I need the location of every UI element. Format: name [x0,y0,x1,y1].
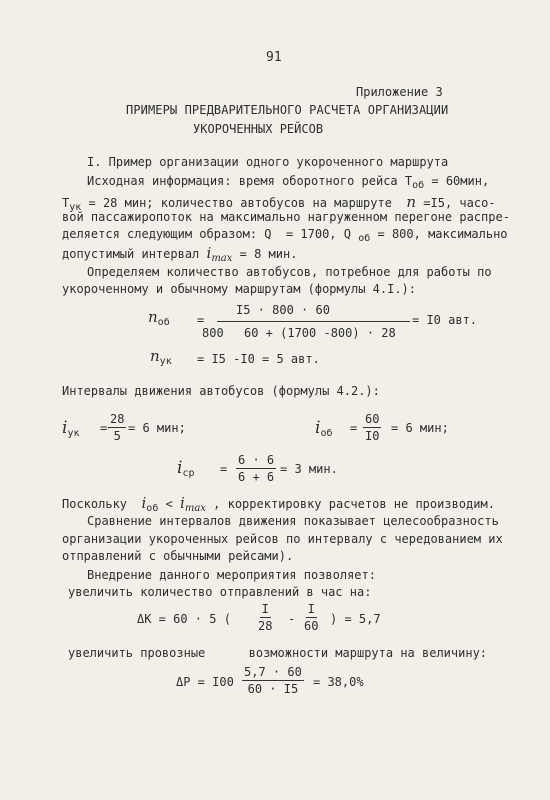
formula-i-cp-eq: = [220,462,228,476]
formula-dp-result: = 38,0% [313,675,364,689]
para-7-line: увеличить провозные возможности маршрута на величину: [68,646,488,660]
formula-i-ob-denominator: I0 [365,429,380,443]
formula-dk-fraction-1-numerator: I [261,602,269,616]
formula-i-ob-eq: = [350,421,358,435]
formula-dp-lhs: ΔP = I00 [176,675,234,689]
formula-n-ob-denominator-right: 60 + (1700 -800) · 28 [244,326,396,340]
formula-i-cp-denominator: 6 + 6 [238,470,275,484]
formula-i-uk-fraction [108,412,126,443]
para-2-line-2: укороченному и обычному маршрутам (формулы 4.I.): [62,282,417,296]
formula-i-uk-eq: = [100,421,108,435]
formula-n-ob-fraction-bar [217,321,410,322]
formula-i-cp-lhs: $i_{ср}$ [177,458,195,479]
formula-n-ob-numerator: I5 · 800 · 60 [236,303,330,317]
formula-dk-fraction-2-denominator: 60 [304,619,319,633]
input-info-line-2: $T_{ук} = 28$ мин; количество автобусов на маршруте n =I5, часо- [62,193,496,213]
formula-i-ob-fraction [363,412,381,443]
section-heading: I. Пример организации одного укороченного маршрута [87,155,449,169]
formula-i-ob-result: = 6 мин; [391,421,449,435]
formula-dk-fraction-1-denominator: 28 [258,619,273,633]
formula-dk-fraction-2 [304,602,318,633]
para-6-line-2: увеличить количество отправлений в час на: [68,585,372,599]
para-5-line-1: Сравнение интервалов движения показывает целесообразность [87,514,499,528]
formula-n-ob-result: = I0 авт. [412,313,478,327]
para-5-line-2: организации укороченных рейсов по интервалу с чередованием их [62,532,503,546]
para-5-line-3: отправлений с обычными рейсами). [62,549,294,563]
formula-i-uk-denominator: 5 [113,429,121,443]
formula-dp-fraction [242,665,304,696]
formula-dp-denominator: 60 · I5 [247,682,299,696]
input-info-line-5: допустимый интервал $i_{max} = 8$ мин. [62,244,298,264]
page-number: 91 [266,50,282,65]
input-info-line-4: деляется следующим образом: Q = 1700, Q $_{об}$ = 800, максимально [62,227,508,244]
formula-dk-lhs: ΔK = 60 · 5 ( [137,612,231,626]
formula-i-uk-result: = 6 мин; [128,421,186,435]
formula-n-uk-lhs: $n_{ук}$ [150,347,172,367]
formula-i-ob-lhs: $i_{об}$ [315,418,333,439]
title-line-2: УКОРОЧЕННЫХ РЕЙСОВ [193,122,324,136]
para-6-line-1: Внедрение данного мероприятия позволяет: [87,568,376,582]
formula-i-cp-result: = 3 мин. [280,462,338,476]
formula-n-ob-eq: = [197,313,205,327]
formula-dk-fraction-2-numerator: I [307,602,315,616]
comparison-line: Поскольку $i_{об} < i_{max}$ , корректировку расчетов не производим. [62,494,495,514]
formula-i-uk-lhs: $i_{ук}$ [62,418,80,439]
intervals-heading: Интервалы движения автобусов (формулы 4.2.): [62,384,380,398]
formula-n-uk-text: = I5 -I0 = 5 авт. [197,352,320,366]
formula-dk-fraction-1 [258,602,272,633]
input-info-line-3: вой пассажиропоток на максимально нагруженном перегоне распре- [62,210,510,224]
formula-i-ob-numerator: 60 [365,412,380,426]
formula-i-uk-numerator: 28 [110,412,125,426]
formula-dp-numerator: 5,7 · 60 [244,665,302,679]
formula-n-ob-lhs: $n_{об}$ [148,308,170,328]
input-info-line-1: Исходная информация: время оборотного рейса $T_{об} = 60мин$, [87,174,490,191]
title-line-1: ПРИМЕРЫ ПРЕДВАРИТЕЛЬНОГО РАСЧЕТА ОРГАНИЗАЦИИ [126,103,449,117]
formula-i-cp-fraction [236,453,276,484]
appendix-label: Приложение 3 [356,85,443,99]
para-2-line-1: Определяем количество автобусов, потребное для работы по [87,265,492,279]
formula-dk-result: ) = 5,7 [330,612,381,626]
formula-dk-minus: - [288,612,296,626]
formula-i-cp-numerator: 6 · 6 [238,453,275,467]
formula-n-ob-denominator-left: 800 [202,326,224,340]
